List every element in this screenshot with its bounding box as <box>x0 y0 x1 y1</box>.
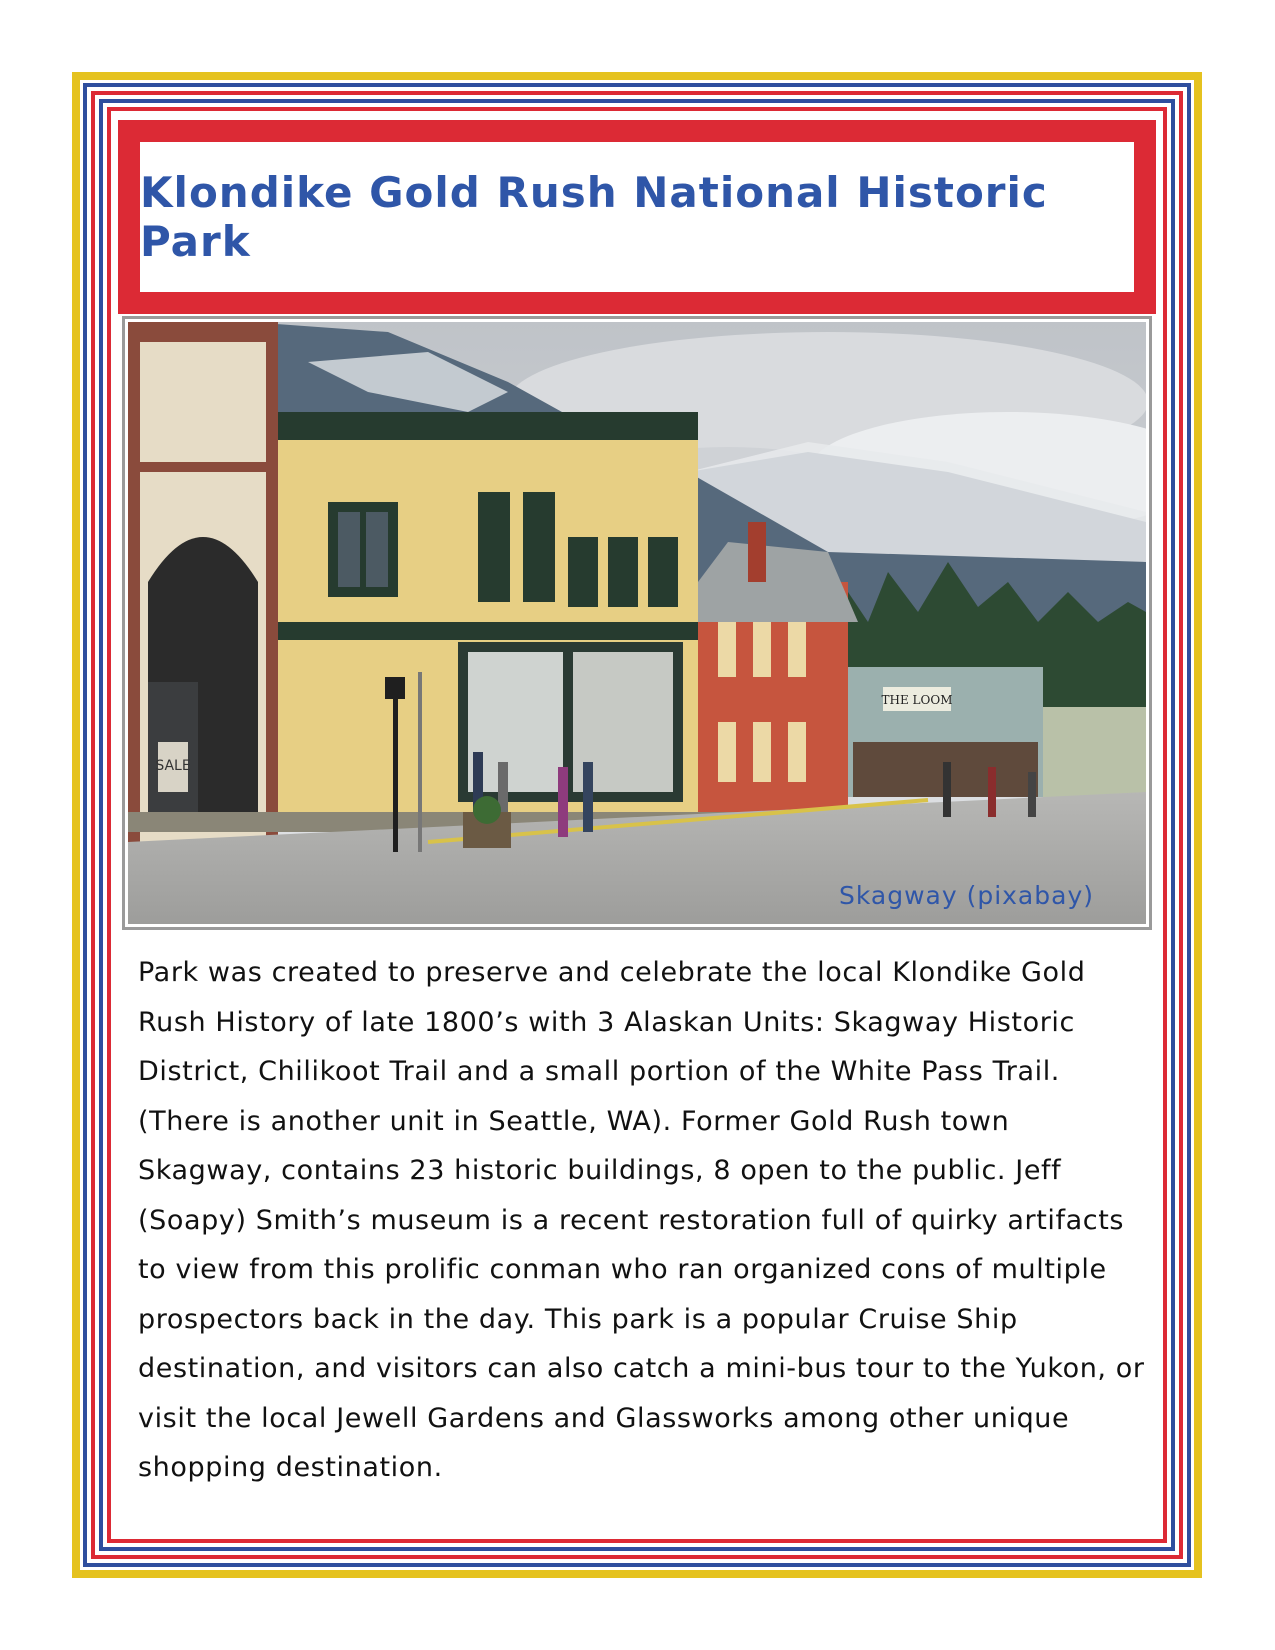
title-panel <box>140 142 1134 292</box>
park-description: Park was created to preserve and celebrate the local Klondike Gold Rush History of late 1800’s with 3 Alaskan Units: Skagway Historic District, Chilikoot Trail and a small portion of the White Pass Trail. (There is another unit in Seattle, WA). Former Gold Rush town Skagway, contains 23 historic buildings, 8 open to the public. Jeff (Soapy) Smith’s museum is a recent restoration full of quirky artifacts to view from this prolific conman who ran organized cons of multiple prospectors back in the day. This park is a popular Cruise Ship destination, and visitors can also catch a mini-bus tour to the Yukon, or visit the local Jewell Gardens and Glassworks among other unique shopping destination. <box>138 957 1145 1483</box>
page-title: Klondike Gold Rush National Historic Park <box>140 168 1048 266</box>
street-scene-illustration <box>128 322 1146 924</box>
the-loom-sign: THE LOOM <box>881 693 953 707</box>
title-banner <box>118 120 1156 314</box>
skagway-street-photo <box>128 322 1146 924</box>
photo-frame <box>122 316 1152 930</box>
window-sale-sign: SALE <box>155 758 191 774</box>
photo-caption: Skagway (pixabay) <box>838 881 1094 910</box>
